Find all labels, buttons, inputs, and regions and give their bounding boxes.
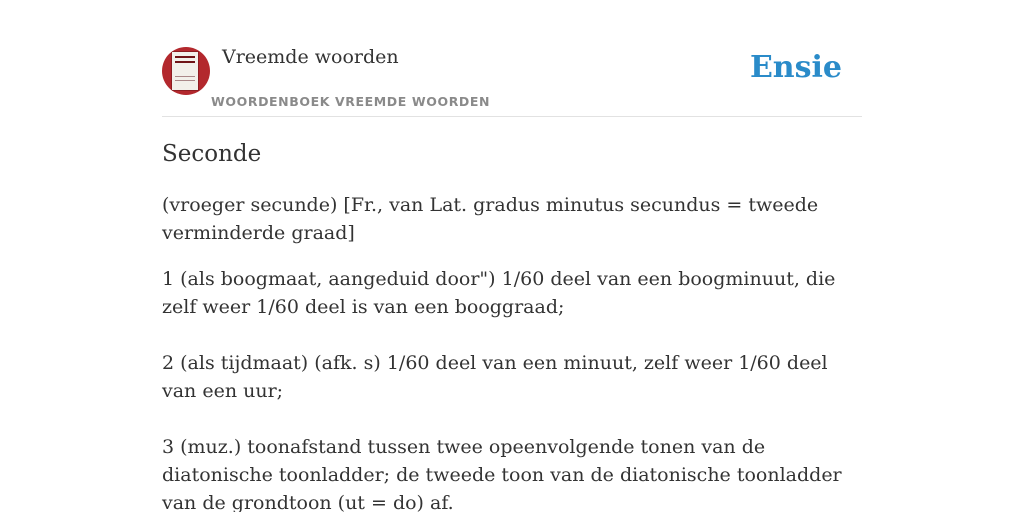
- book-cover-icon: [172, 52, 198, 90]
- site-subtitle[interactable]: WOORDENBOEK VREEMDE WOORDEN: [211, 94, 491, 109]
- definition-item: 3 (muz.) toonafstand tussen twee opeenvolgende tonen van de diatonische toonladder; de tweede toon van de diatonische toonladder van de grondtoon (ut = do) af.: [162, 436, 842, 512]
- entry-content: [162, 139, 862, 512]
- avatar[interactable]: [162, 47, 210, 95]
- ensie-logo[interactable]: Ensie: [749, 50, 842, 85]
- definition-item: 1 (als boogmaat, aangeduid door") 1/60 deel van een boogminuut, die zelf weer 1/60 deel is van een booggraad;: [162, 268, 836, 318]
- definition-list: [162, 265, 862, 512]
- definition-item: 2 (als tijdmaat) (afk. s) 1/60 deel van een minuut, zelf weer 1/60 deel van een uur;: [162, 352, 828, 402]
- entry-etymology: (vroeger secunde) [Fr., van Lat. gradus minutus secundus = tweede verminderde graad]: [162, 194, 819, 244]
- site-title[interactable]: Vreemde woorden: [222, 46, 399, 68]
- site-header: [162, 40, 862, 117]
- entry-title: Seconde: [162, 141, 262, 167]
